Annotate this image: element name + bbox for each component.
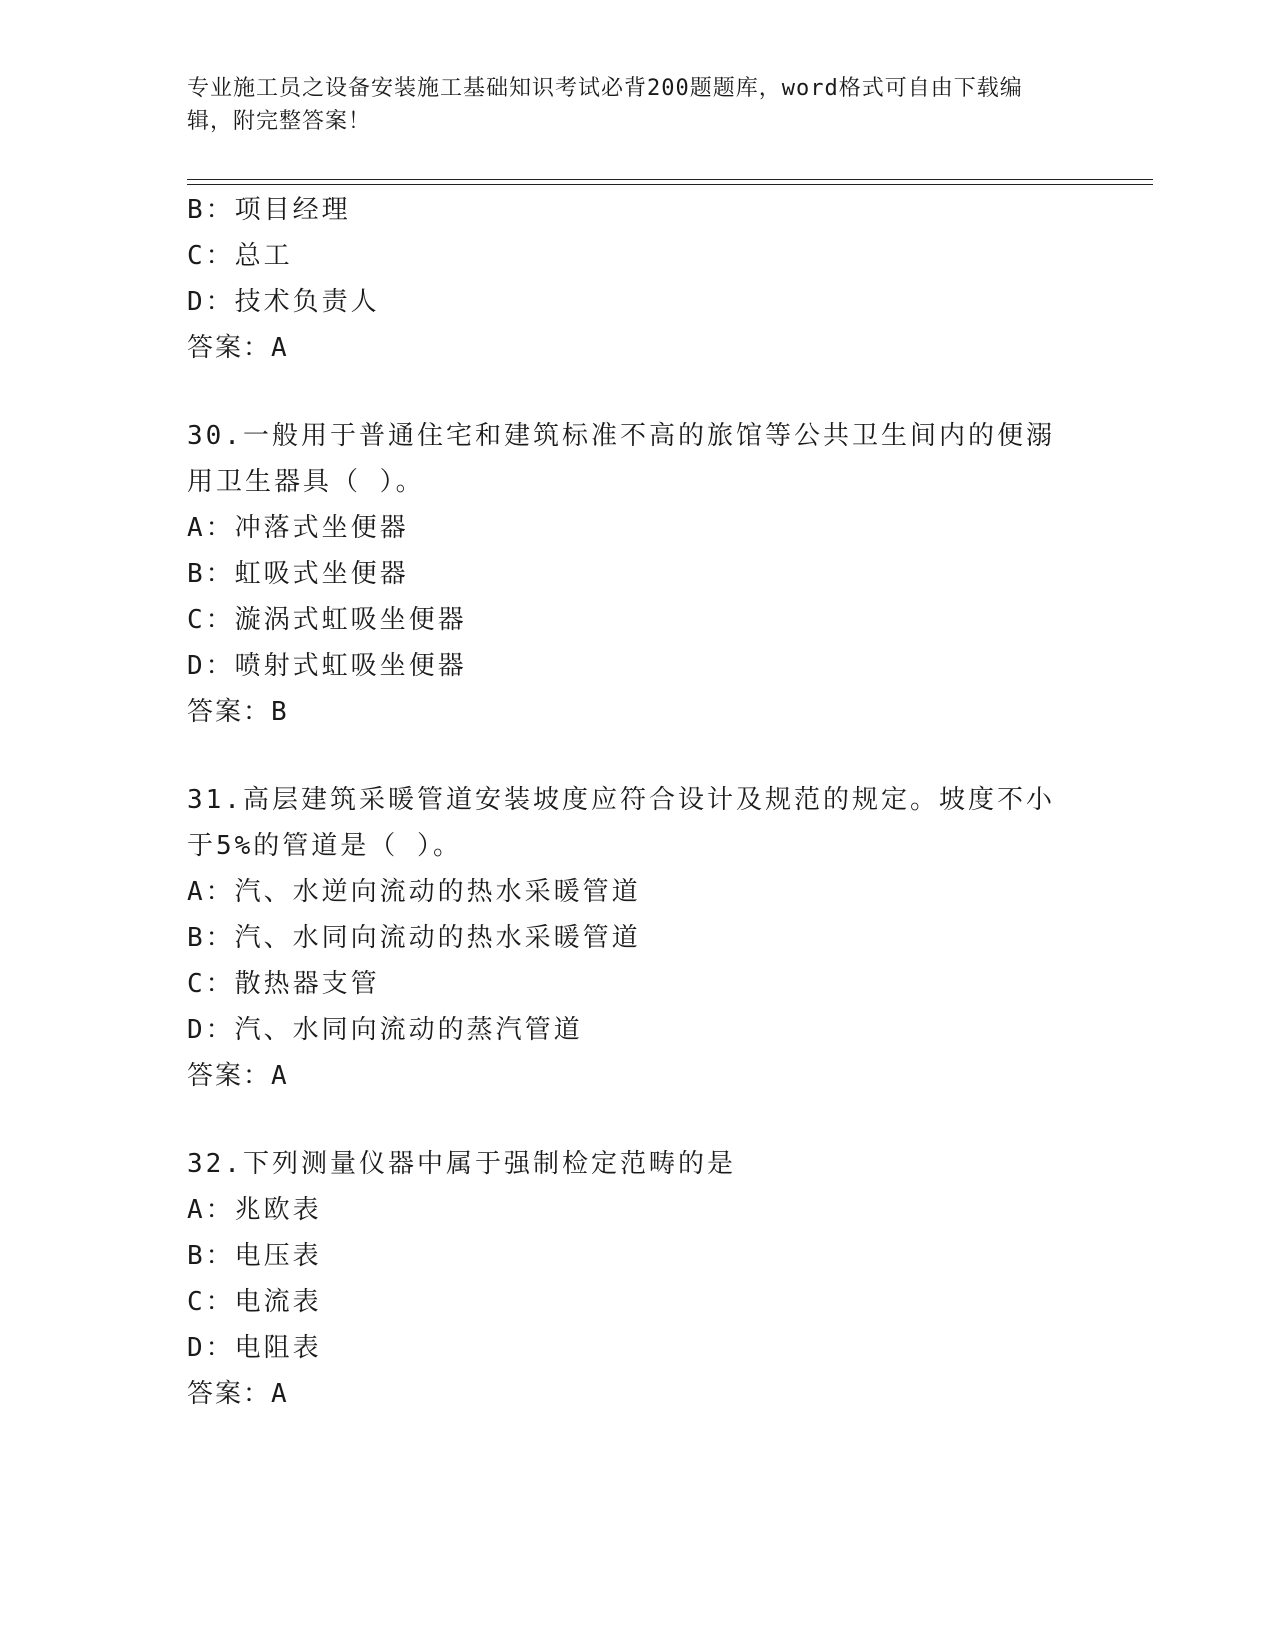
option-a: A：汽、水逆向流动的热水采暖管道 — [187, 877, 641, 907]
option-b: B：电压表 — [187, 1241, 322, 1271]
option-c: C：漩涡式虹吸坐便器 — [187, 605, 467, 635]
question-30 — [187, 413, 1087, 735]
option-d: D：喷射式虹吸坐便器 — [187, 651, 467, 681]
option-d: D：电阻表 — [187, 1333, 322, 1363]
option-c: C：电流表 — [187, 1287, 322, 1317]
answer-line: 答案：B — [187, 697, 289, 727]
header-divider-top — [187, 179, 1153, 180]
previous-question — [187, 187, 1087, 371]
answer-line: 答案：A — [187, 333, 289, 363]
question-stem: 32.下列测量仪器中属于强制检定范畴的是 — [187, 1149, 736, 1179]
question-32 — [187, 1141, 1087, 1417]
option-b: B：虹吸式坐便器 — [187, 559, 409, 589]
question-stem: 31.高层建筑采暖管道安装坡度应符合设计及规范的规定。坡度不小于5%的管道是（ ）。 — [187, 785, 1055, 861]
option-a: A：冲落式坐便器 — [187, 513, 409, 543]
question-content — [187, 187, 1087, 1417]
option-d: D：汽、水同向流动的蒸汽管道 — [187, 1015, 583, 1045]
answer-line: 答案：A — [187, 1379, 289, 1409]
question-stem: 30.一般用于普通住宅和建筑标准不高的旅馆等公共卫生间内的便溺用卫生器具（ ）。 — [187, 421, 1055, 497]
option-a: A：兆欧表 — [187, 1195, 322, 1225]
answer-line: 答案：A — [187, 1061, 289, 1091]
question-31 — [187, 777, 1087, 1099]
option-d: D：技术负责人 — [187, 287, 380, 317]
option-b: B：项目经理 — [187, 195, 351, 225]
header-divider-bottom — [187, 184, 1153, 185]
document-header: 专业施工员之设备安装施工基础知识考试必背200题题库，word格式可自由下载编辑，附完整答案！ — [187, 76, 1023, 134]
option-c: C：总工 — [187, 241, 293, 271]
option-b: B：汽、水同向流动的热水采暖管道 — [187, 923, 641, 953]
option-c: C：散热器支管 — [187, 969, 380, 999]
